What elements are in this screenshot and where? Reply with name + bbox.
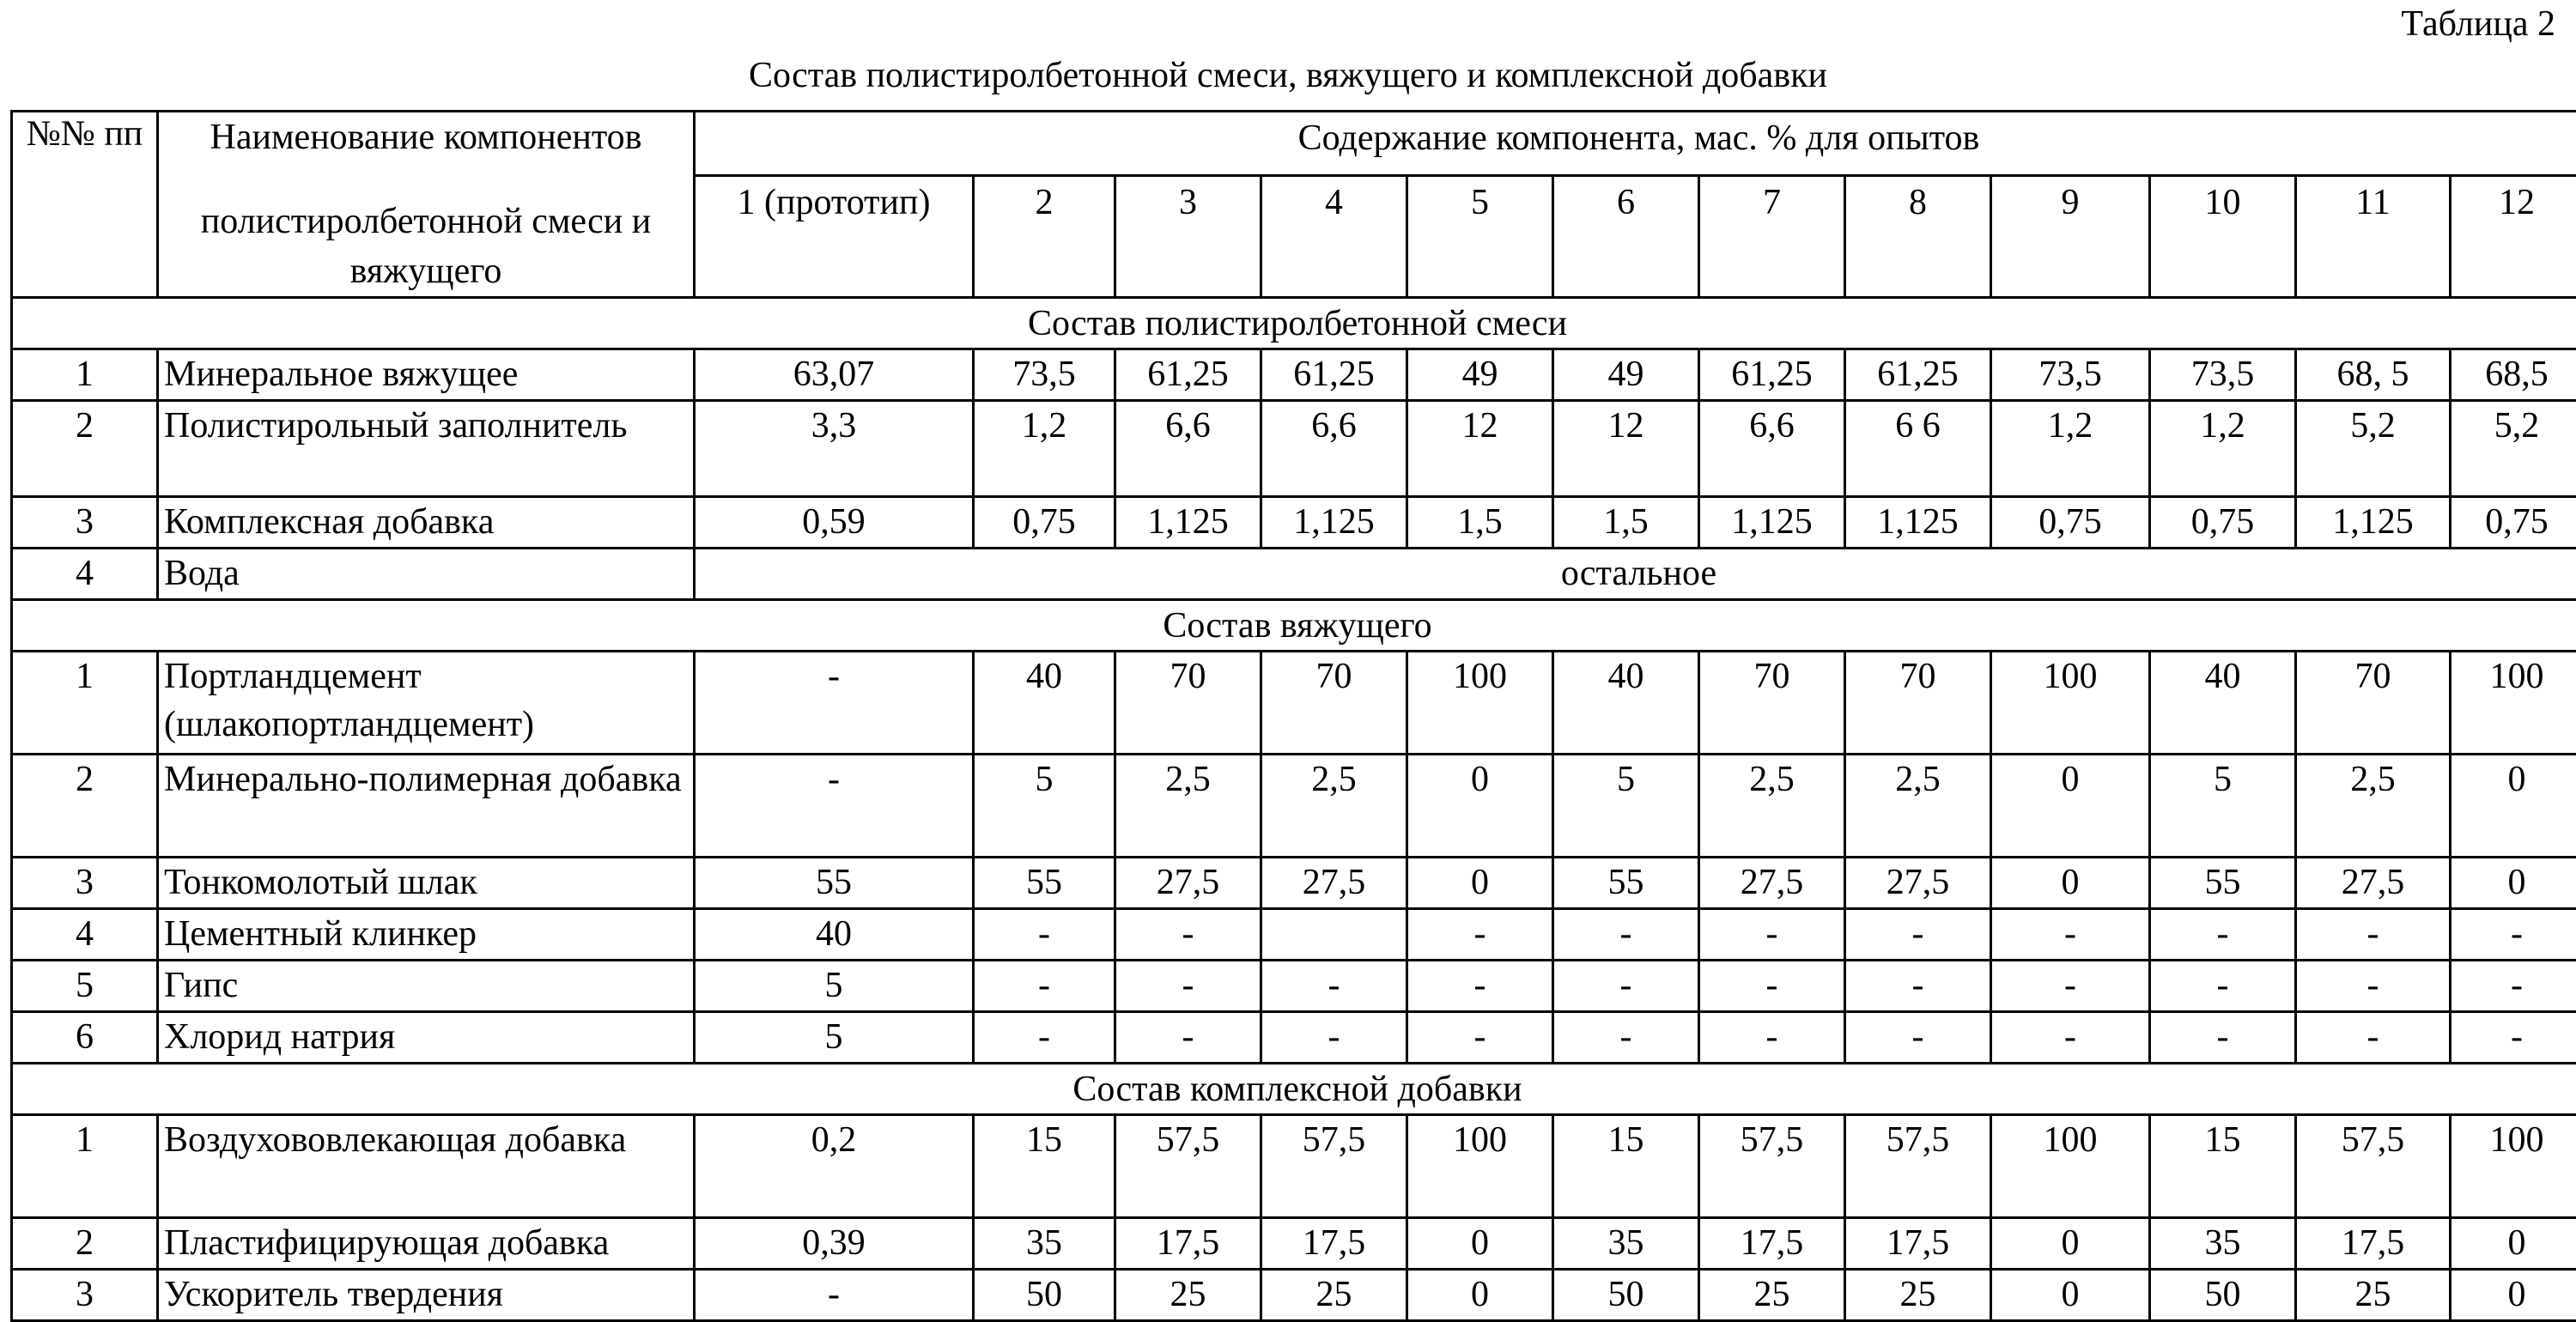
value-cell: 0: [1991, 858, 2150, 909]
row-number: 1: [12, 349, 158, 401]
component-name: Минерально-полимерная добавка: [158, 755, 695, 858]
value-cell: -: [1553, 1012, 1699, 1064]
value-cell: 12: [1407, 401, 1553, 497]
value-cell: 5: [695, 1012, 974, 1064]
value-cell: 0: [1407, 858, 1553, 909]
table-label: Таблица 2: [2401, 3, 2555, 45]
value-cell: 73,5: [974, 349, 1115, 401]
value-cell: 61,25: [1115, 349, 1261, 401]
value-cell: 6,6: [1699, 401, 1845, 497]
value-cell: -: [1991, 961, 2150, 1012]
value-cell: 0: [1407, 1218, 1553, 1270]
component-name: Пластифицирующая добавка: [158, 1218, 695, 1270]
component-name: Гипс: [158, 961, 695, 1012]
value-cell: -: [1699, 1012, 1845, 1064]
value-cell: 0: [2451, 755, 2576, 858]
value-cell: -: [1261, 1012, 1407, 1064]
value-cell: -: [2296, 961, 2451, 1012]
value-cell: 0: [1991, 755, 2150, 858]
value-cell: -: [1115, 961, 1261, 1012]
value-cell: -: [1699, 909, 1845, 961]
value-cell: 100: [1407, 652, 1553, 755]
value-cell: 17,5: [1699, 1218, 1845, 1270]
value-cell: 0,2: [695, 1115, 974, 1218]
value-cell: 40: [2150, 652, 2296, 755]
component-name: Ускоритель твердения: [158, 1270, 695, 1321]
header-experiment-3: 3: [1115, 175, 1261, 297]
value-cell: [1261, 909, 1407, 961]
row-number: 2: [12, 755, 158, 858]
header-experiment-8: 8: [1845, 175, 1991, 297]
value-cell: 35: [974, 1218, 1115, 1270]
table-row: [12, 909, 2576, 961]
value-cell: 50: [974, 1270, 1115, 1321]
value-cell: 0,75: [1991, 497, 2150, 549]
component-name: Минеральное вяжущее: [158, 349, 695, 401]
value-cell: 5: [2150, 755, 2296, 858]
component-name: Вода: [158, 549, 695, 600]
value-cell: 2,5: [2296, 755, 2451, 858]
value-cell: 25: [1699, 1270, 1845, 1321]
value-cell: -: [1261, 961, 1407, 1012]
value-cell: 61,25: [1261, 349, 1407, 401]
table-row: [12, 1115, 2576, 1218]
value-cell: 17,5: [2296, 1218, 2451, 1270]
header-experiment-5: 5: [1407, 175, 1553, 297]
header-experiment-2: 2: [974, 175, 1115, 297]
table-row: [12, 549, 2576, 600]
value-cell: 0: [1991, 1270, 2150, 1321]
value-cell: 0: [2451, 858, 2576, 909]
value-cell: -: [695, 755, 974, 858]
value-cell: 15: [2150, 1115, 2296, 1218]
value-cell: 100: [1407, 1115, 1553, 1218]
value-cell: 5,2: [2451, 401, 2576, 497]
value-cell: 55: [695, 858, 974, 909]
header-experiment-9: 9: [1991, 175, 2150, 297]
value-cell: 15: [1553, 1115, 1699, 1218]
value-cell: 1,125: [1699, 497, 1845, 549]
row-number: 2: [12, 401, 158, 497]
value-cell: 100: [2451, 1115, 2576, 1218]
value-cell: 57,5: [1845, 1115, 1991, 1218]
value-cell: -: [2451, 1012, 2576, 1064]
value-cell: 73,5: [2150, 349, 2296, 401]
value-cell: 0,75: [2451, 497, 2576, 549]
component-name: Тонкомолотый шлак: [158, 858, 695, 909]
value-cell: 0,75: [2150, 497, 2296, 549]
value-cell: 68,5: [2451, 349, 2576, 401]
value-cell: 2,5: [1261, 755, 1407, 858]
value-cell: 40: [1553, 652, 1699, 755]
value-cell: 1,2: [974, 401, 1115, 497]
value-cell: 1,125: [1115, 497, 1261, 549]
value-cell: -: [695, 1270, 974, 1321]
value-cell: 50: [1553, 1270, 1699, 1321]
value-cell: 0,39: [695, 1218, 974, 1270]
component-name: Комплексная добавка: [158, 497, 695, 549]
component-name: Хлорид натрия: [158, 1012, 695, 1064]
value-cell: -: [1407, 961, 1553, 1012]
table-row: [12, 858, 2576, 909]
value-cell: -: [974, 961, 1115, 1012]
value-cell: -: [695, 652, 974, 755]
value-cell: 55: [1553, 858, 1699, 909]
row-number: 1: [12, 1115, 158, 1218]
value-cell: 0,75: [974, 497, 1115, 549]
value-cell: -: [2296, 1012, 2451, 1064]
component-name: Портландцемент (шлакопортландцемент): [158, 652, 695, 755]
table-title: Состав полистиролбетонной смеси, вяжущего и комплексной добавки: [0, 55, 2576, 96]
value-cell: 25: [2296, 1270, 2451, 1321]
value-cell: 55: [974, 858, 1115, 909]
value-cell: 1,5: [1553, 497, 1699, 549]
header-experiment-7: 7: [1699, 175, 1845, 297]
value-cell: 2,5: [1115, 755, 1261, 858]
table-row: [12, 401, 2576, 497]
value-cell: 63,07: [695, 349, 974, 401]
value-cell: 5: [974, 755, 1115, 858]
header-experiment-1: 1 (прототип): [695, 175, 974, 297]
table-row: [12, 497, 2576, 549]
value-cell: 6,6: [1115, 401, 1261, 497]
table-body: [12, 298, 2576, 1321]
value-cell: -: [1553, 909, 1699, 961]
value-cell: 1,125: [2296, 497, 2451, 549]
table-row: [12, 1218, 2576, 1270]
row-number: 3: [12, 858, 158, 909]
value-cell: 100: [1991, 1115, 2150, 1218]
value-cell: 27,5: [1699, 858, 1845, 909]
value-cell: 5: [695, 961, 974, 1012]
value-cell: 0: [2451, 1218, 2576, 1270]
value-cell: 100: [2451, 652, 2576, 755]
table-row: [12, 349, 2576, 401]
section-row: [12, 298, 2576, 349]
value-cell: -: [1553, 961, 1699, 1012]
value-cell: 25: [1845, 1270, 1991, 1321]
value-cell: 70: [1261, 652, 1407, 755]
value-cell: 3,3: [695, 401, 974, 497]
section-title: Состав вяжущего: [12, 600, 2576, 652]
value-cell: 0: [1407, 755, 1553, 858]
value-cell: 17,5: [1261, 1218, 1407, 1270]
component-name: Цементный клинкер: [158, 909, 695, 961]
value-cell: 27,5: [1261, 858, 1407, 909]
header-component-name-line2: полистиролбетонной смеси и вяжущего: [164, 197, 688, 296]
value-cell: 55: [2150, 858, 2296, 909]
value-cell: 6,6: [1261, 401, 1407, 497]
value-cell: 40: [695, 909, 974, 961]
value-cell: 27,5: [1845, 858, 1991, 909]
row-number: 4: [12, 549, 158, 600]
value-cell: 15: [974, 1115, 1115, 1218]
component-name: Воздухововлекающая добавка: [158, 1115, 695, 1218]
value-cell: 0: [1407, 1270, 1553, 1321]
value-cell: 57,5: [1115, 1115, 1261, 1218]
value-cell: 68, 5: [2296, 349, 2451, 401]
value-cell: -: [2150, 961, 2296, 1012]
row-number: 3: [12, 497, 158, 549]
row-number: 6: [12, 1012, 158, 1064]
table-row: [12, 961, 2576, 1012]
value-cell: 100: [1991, 652, 2150, 755]
value-cell: 2,5: [1699, 755, 1845, 858]
value-cell: 12: [1553, 401, 1699, 497]
merged-value: остальное: [695, 549, 2576, 600]
header-component-name-line1: Наименование компонентов: [164, 112, 688, 162]
value-cell: -: [1407, 1012, 1553, 1064]
value-cell: -: [1115, 909, 1261, 961]
value-cell: 25: [1261, 1270, 1407, 1321]
value-cell: 0: [1991, 1218, 2150, 1270]
value-cell: -: [2451, 909, 2576, 961]
value-cell: 1,5: [1407, 497, 1553, 549]
value-cell: 49: [1553, 349, 1699, 401]
value-cell: -: [974, 909, 1115, 961]
row-number: 2: [12, 1218, 158, 1270]
value-cell: 5: [1553, 755, 1699, 858]
value-cell: 61,25: [1845, 349, 1991, 401]
value-cell: 25: [1115, 1270, 1261, 1321]
value-cell: -: [1991, 909, 2150, 961]
composition-table: [10, 110, 2576, 1322]
row-number: 5: [12, 961, 158, 1012]
value-cell: -: [1991, 1012, 2150, 1064]
header-experiment-6: 6: [1553, 175, 1699, 297]
value-cell: 27,5: [2296, 858, 2451, 909]
value-cell: -: [1845, 961, 1991, 1012]
row-number: 3: [12, 1270, 158, 1321]
value-cell: 70: [2296, 652, 2451, 755]
value-cell: -: [1407, 909, 1553, 961]
value-cell: 27,5: [1115, 858, 1261, 909]
value-cell: -: [2296, 909, 2451, 961]
value-cell: 1,125: [1261, 497, 1407, 549]
value-cell: -: [2451, 961, 2576, 1012]
value-cell: -: [1115, 1012, 1261, 1064]
value-cell: 17,5: [1845, 1218, 1991, 1270]
value-cell: -: [974, 1012, 1115, 1064]
header-experiment-12: 12: [2451, 175, 2576, 297]
section-title: Состав комплексной добавки: [12, 1064, 2576, 1115]
header-component-name: [158, 112, 695, 298]
value-cell: 40: [974, 652, 1115, 755]
section-row: [12, 1064, 2576, 1115]
value-cell: 70: [1699, 652, 1845, 755]
header-experiment-4: 4: [1261, 175, 1407, 297]
value-cell: 17,5: [1115, 1218, 1261, 1270]
table-row: [12, 1270, 2576, 1321]
row-number: 4: [12, 909, 158, 961]
value-cell: -: [1845, 1012, 1991, 1064]
header-number: №№ пп: [12, 112, 158, 298]
value-cell: 49: [1407, 349, 1553, 401]
value-cell: -: [2150, 909, 2296, 961]
value-cell: 1,2: [1991, 401, 2150, 497]
value-cell: 73,5: [1991, 349, 2150, 401]
value-cell: -: [1845, 909, 1991, 961]
header-experiment-11: 11: [2296, 175, 2451, 297]
value-cell: 0,59: [695, 497, 974, 549]
section-row: [12, 600, 2576, 652]
table-row: [12, 1012, 2576, 1064]
value-cell: 1,125: [1845, 497, 1991, 549]
component-name: Полистирольный заполнитель: [158, 401, 695, 497]
row-number: 1: [12, 652, 158, 755]
header-experiment-10: 10: [2150, 175, 2296, 297]
header-content: Содержание компонента, мас. % для опытов: [695, 112, 2576, 176]
value-cell: 5,2: [2296, 401, 2451, 497]
value-cell: 0: [2451, 1270, 2576, 1321]
value-cell: 57,5: [2296, 1115, 2451, 1218]
value-cell: 70: [1115, 652, 1261, 755]
value-cell: 35: [2150, 1218, 2296, 1270]
value-cell: -: [2150, 1012, 2296, 1064]
value-cell: 6 6: [1845, 401, 1991, 497]
table-row: [12, 652, 2576, 755]
value-cell: 2,5: [1845, 755, 1991, 858]
value-cell: 1,2: [2150, 401, 2296, 497]
table-row: [12, 755, 2576, 858]
value-cell: 61,25: [1699, 349, 1845, 401]
value-cell: 50: [2150, 1270, 2296, 1321]
section-title: Состав полистиролбетонной смеси: [12, 298, 2576, 349]
value-cell: 35: [1553, 1218, 1699, 1270]
value-cell: 57,5: [1261, 1115, 1407, 1218]
value-cell: -: [1699, 961, 1845, 1012]
value-cell: 70: [1845, 652, 1991, 755]
value-cell: 57,5: [1699, 1115, 1845, 1218]
